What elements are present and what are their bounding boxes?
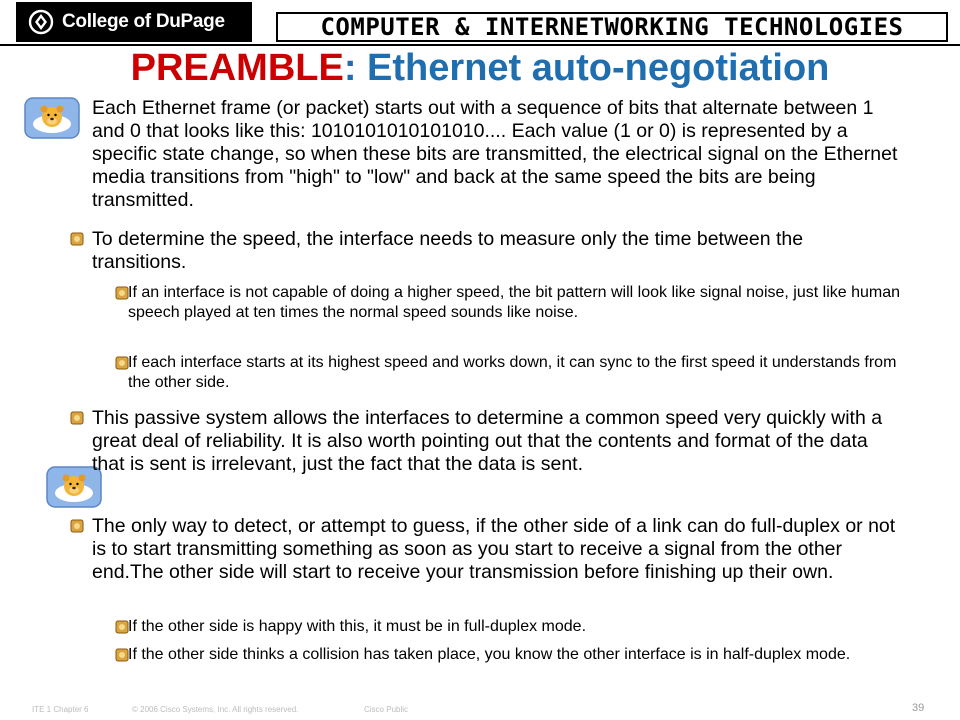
footer-classification: Cisco Public <box>364 705 409 714</box>
bullet-item-2-text: To determine the speed, the interface needs to measure only the time between the transitions. <box>92 228 804 273</box>
footer-chapter: ITE 1 Chapter 6 <box>32 705 89 714</box>
bullet-image-icon <box>115 620 129 634</box>
pooh-bear-clipart-top <box>24 97 80 139</box>
slide-title <box>0 46 960 90</box>
bullet-item-7-text: If the other side is happy with this, it must be in full-duplex mode. <box>128 618 587 635</box>
bullet-image-icon <box>70 232 84 246</box>
slide-title-keyword: PREAMBLE <box>130 47 344 89</box>
bullet-image-icon <box>115 356 129 370</box>
bullet-item-3-text: If an interface is not capable of doing a higher speed, the bit pattern will look like signal noise, just like human speech played at ten times the normal speed sounds like noise. <box>128 284 901 321</box>
department-banner-text: COMPUTER & INTERNETWORKING TECHNOLOGIES <box>320 13 904 41</box>
slide-title-topic: : Ethernet auto-negotiation <box>343 47 830 89</box>
bullet-item-1-text: Each Ethernet frame (or packet) starts out with a sequence of bits that alternate between 1 and 0 that looks like this: 1010101010101010.... Each value (1 or 0) is represented by a specific state change, so when these bits are transmitted, the electrical signal on the Ethernet media transitions from "high" to "low" and back at the same speed the bits are being transmitted. <box>92 97 898 211</box>
bullet-image-icon <box>70 519 84 533</box>
bullet-item-4-text: If each interface starts at its highest speed and works down, it can sync to the first speed it understands from the other side. <box>128 354 897 391</box>
slide-header <box>0 0 960 46</box>
college-logo-icon <box>28 9 54 35</box>
department-banner <box>276 12 948 42</box>
bullet-item-4 <box>128 353 900 393</box>
bullet-image-icon <box>115 648 129 662</box>
footer-copyright: © 2006 Cisco Systems, Inc. All rights reserved. <box>132 705 299 714</box>
bullet-item-6 <box>92 515 902 584</box>
bullet-item-2 <box>92 228 902 274</box>
bullet-item-8 <box>128 645 900 665</box>
page-number: 39 <box>912 702 925 714</box>
bullet-image-icon <box>115 286 129 300</box>
bullet-item-1 <box>92 97 902 212</box>
bullet-item-8-text: If the other side thinks a collision has taken place, you know the other interface is in half-duplex mode. <box>128 646 851 663</box>
college-logo <box>16 2 252 42</box>
bullet-item-3 <box>128 283 900 323</box>
college-logo-text: College of DuPage <box>62 11 225 32</box>
bullet-item-5 <box>92 407 902 476</box>
bullet-image-icon <box>70 411 84 425</box>
bullet-item-7 <box>128 617 900 637</box>
bullet-item-6-text: The only way to detect, or attempt to guess, if the other side of a link can do full-duplex or not is to start transmitting something as soon as you start to receive a signal from the other end.The other side will start to receive your transmission before finishing up their own. <box>92 515 896 583</box>
bullet-item-5-text: This passive system allows the interfaces to determine a common speed very quickly with a great deal of reliability. It is also worth pointing out that the contents and format of the data that is sent is irrelevant, just the fact that the data is sent. <box>92 407 883 475</box>
